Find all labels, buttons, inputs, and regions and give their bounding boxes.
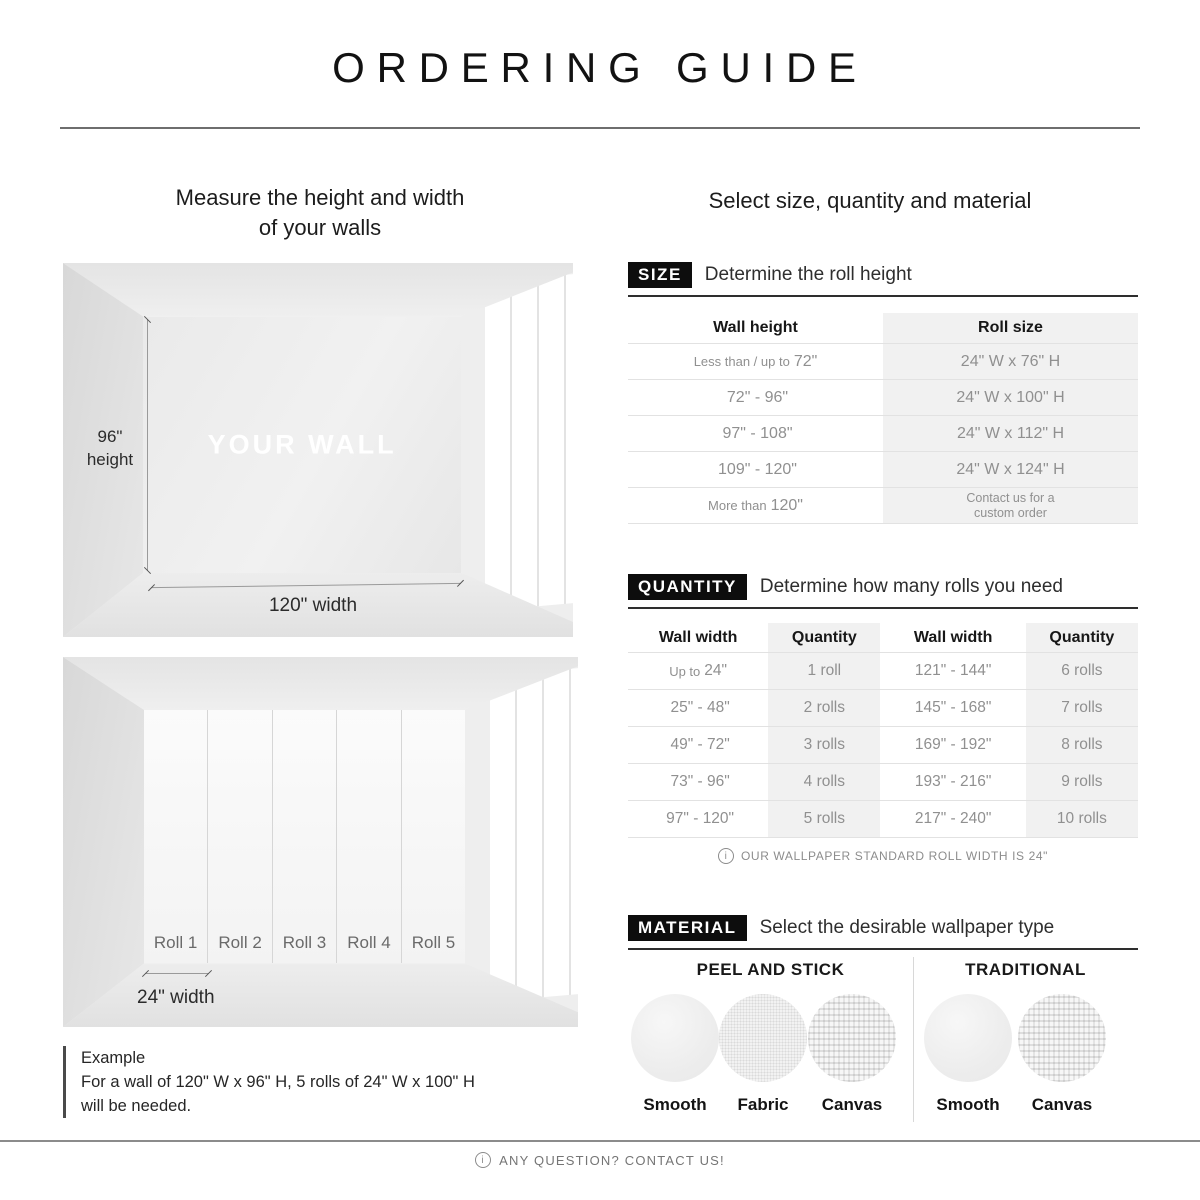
table-row <box>628 343 1138 379</box>
footer <box>0 1152 1200 1168</box>
room-back-wall <box>143 317 461 573</box>
wall-width-value: 25" - 48" <box>670 699 730 716</box>
height-dimension-label <box>77 425 143 471</box>
wall-width-value: 145" - 168" <box>914 699 992 716</box>
size-badge: SIZE <box>628 262 692 288</box>
quantity-value: 5 rolls <box>803 810 846 827</box>
roll-panel <box>402 710 465 963</box>
swatch-peel-fabric[interactable] <box>719 994 807 1082</box>
quantity-value: 6 rolls <box>1061 662 1103 679</box>
roll-size-custom-line2: custom order <box>974 505 1047 520</box>
height-value: 96" <box>97 427 123 446</box>
roll-panels <box>144 710 465 963</box>
wall-width-value: 49" - 72" <box>670 736 730 753</box>
info-icon <box>718 848 734 864</box>
swatch-label: Smooth <box>936 1095 1000 1114</box>
size-table-header <box>628 313 1138 343</box>
wall-width-value: 169" - 192" <box>914 736 992 753</box>
roll-panel <box>337 710 401 963</box>
quantity-value: 2 rolls <box>803 699 846 716</box>
quantity-subtitle: Determine how many rolls you need <box>759 576 1063 597</box>
wall-height-prefix: Less than / up to <box>693 354 790 369</box>
material-subtitle: Select the desirable wallpaper type <box>759 917 1055 938</box>
size-col-wall-height: Wall height <box>713 319 798 336</box>
roll-width-dimension-line <box>145 973 209 974</box>
quantity-value: 10 rolls <box>1056 810 1107 827</box>
material-group-peel-and-stick: PEEL AND STICK <box>696 960 845 979</box>
swatch-label: Canvas <box>1031 1095 1093 1114</box>
room-illustration-measure <box>63 263 573 637</box>
swatch-label: Canvas <box>821 1095 883 1114</box>
wall-width-value: 217" - 240" <box>914 810 992 827</box>
qty-col-wall-width-2: Wall width <box>913 628 993 646</box>
standard-roll-width-note <box>628 848 1138 864</box>
roll-panel <box>144 710 208 963</box>
standard-roll-width-text: OUR WALLPAPER STANDARD ROLL WIDTH IS 24" <box>741 849 1048 863</box>
wall-height-value: 97" - 108" <box>722 424 793 442</box>
width-dimension-label: 120" width <box>268 595 358 616</box>
roll-panel <box>273 710 337 963</box>
roll-label: Roll 3 <box>282 933 327 953</box>
roll-panel <box>208 710 272 963</box>
material-group-divider <box>913 957 914 1122</box>
quantity-table <box>628 623 1138 838</box>
swatch-peel-canvas[interactable] <box>808 994 896 1082</box>
table-row <box>628 415 1138 451</box>
wall-width-prefix: Up to <box>669 663 701 679</box>
swatch-label: Smooth <box>643 1095 707 1114</box>
swatch-label: Fabric <box>737 1095 789 1114</box>
measure-heading-line1: Measure the height and width <box>175 185 465 210</box>
size-subtitle: Determine the roll height <box>704 264 912 285</box>
wall-height-prefix: More than <box>708 498 767 513</box>
height-dimension-line <box>147 319 148 571</box>
footer-divider <box>0 1140 1200 1142</box>
quantity-table-header <box>628 623 1138 652</box>
table-row <box>628 763 1138 800</box>
info-icon <box>475 1152 491 1168</box>
contact-us-text[interactable]: ANY QUESTION? CONTACT US! <box>499 1152 725 1168</box>
your-wall-label: YOUR WALL <box>207 429 397 460</box>
table-row <box>628 451 1138 487</box>
roll-size-value: 24" W x 112" H <box>956 424 1065 442</box>
room-left-wall <box>63 657 144 1027</box>
wall-width-value: 24" <box>704 662 728 679</box>
size-table <box>628 313 1138 524</box>
quantity-value: 8 rolls <box>1061 736 1103 753</box>
height-word: height <box>86 450 134 469</box>
wall-height-value: 109" - 120" <box>718 460 797 478</box>
wall-height-value: 72" <box>793 352 818 370</box>
quantity-value: 1 roll <box>807 662 842 679</box>
example-line1: For a wall of 120" W x 96" H, 5 rolls of 24" W x 100" H <box>81 1073 475 1091</box>
roll-label: Roll 5 <box>411 933 456 953</box>
table-row <box>628 652 1138 689</box>
material-group-traditional: TRADITIONAL <box>965 960 1086 979</box>
room-illustration-rolls <box>63 657 578 1027</box>
table-row <box>628 379 1138 415</box>
qty-col-wall-width-1: Wall width <box>658 628 738 646</box>
example-block <box>63 1046 561 1118</box>
wall-width-value: 121" - 144" <box>914 662 992 679</box>
roll-size-value: 24" W x 124" H <box>956 460 1065 478</box>
roll-label: Roll 1 <box>153 933 198 953</box>
quantity-value: 9 rolls <box>1061 773 1103 790</box>
wall-height-value: 72" - 96" <box>726 388 789 406</box>
roll-label: Roll 2 <box>218 933 262 953</box>
wall-height-value: 120" <box>770 496 803 514</box>
measure-heading-line2: of your walls <box>258 215 382 240</box>
wall-width-value: 73" - 96" <box>670 773 730 790</box>
quantity-badge: QUANTITY <box>628 574 747 600</box>
page-title: ORDERING GUIDE <box>332 44 868 91</box>
room-back-wall <box>144 710 465 963</box>
table-row <box>628 689 1138 726</box>
example-title: Example <box>81 1049 146 1067</box>
quantity-value: 7 rolls <box>1061 699 1103 716</box>
material-badge: MATERIAL <box>628 915 747 941</box>
title-divider <box>60 127 1140 129</box>
size-col-roll-size: Roll size <box>883 313 1138 343</box>
quantity-value: 4 rolls <box>803 773 846 790</box>
select-heading: Select size, quantity and material <box>708 188 1032 213</box>
measure-heading <box>60 183 580 243</box>
qty-col-quantity-2: Quantity <box>1026 623 1138 652</box>
table-row <box>628 726 1138 763</box>
roll-label: Roll 4 <box>347 933 391 953</box>
example-line2: will be needed. <box>81 1097 192 1115</box>
roll-width-dimension-label: 24" width <box>137 987 215 1008</box>
roll-size-value: 24" W x 100" H <box>956 388 1065 406</box>
swatch-traditional-canvas[interactable] <box>1018 994 1106 1082</box>
swatch-peel-smooth[interactable] <box>631 994 719 1082</box>
roll-size-value: 24" W x 76" H <box>960 352 1061 370</box>
wall-width-value: 97" - 120" <box>666 810 735 827</box>
quantity-value: 3 rolls <box>803 736 846 753</box>
table-row <box>628 487 1138 523</box>
roll-size-custom-line1: Contact us for a <box>966 490 1055 505</box>
wall-width-value: 193" - 216" <box>914 773 992 790</box>
material-section-header <box>628 915 1138 950</box>
table-row <box>628 800 1138 837</box>
size-section-header <box>628 262 1138 297</box>
qty-col-quantity-1: Quantity <box>768 623 880 652</box>
quantity-section-header <box>628 574 1138 609</box>
swatch-traditional-smooth[interactable] <box>924 994 1012 1082</box>
